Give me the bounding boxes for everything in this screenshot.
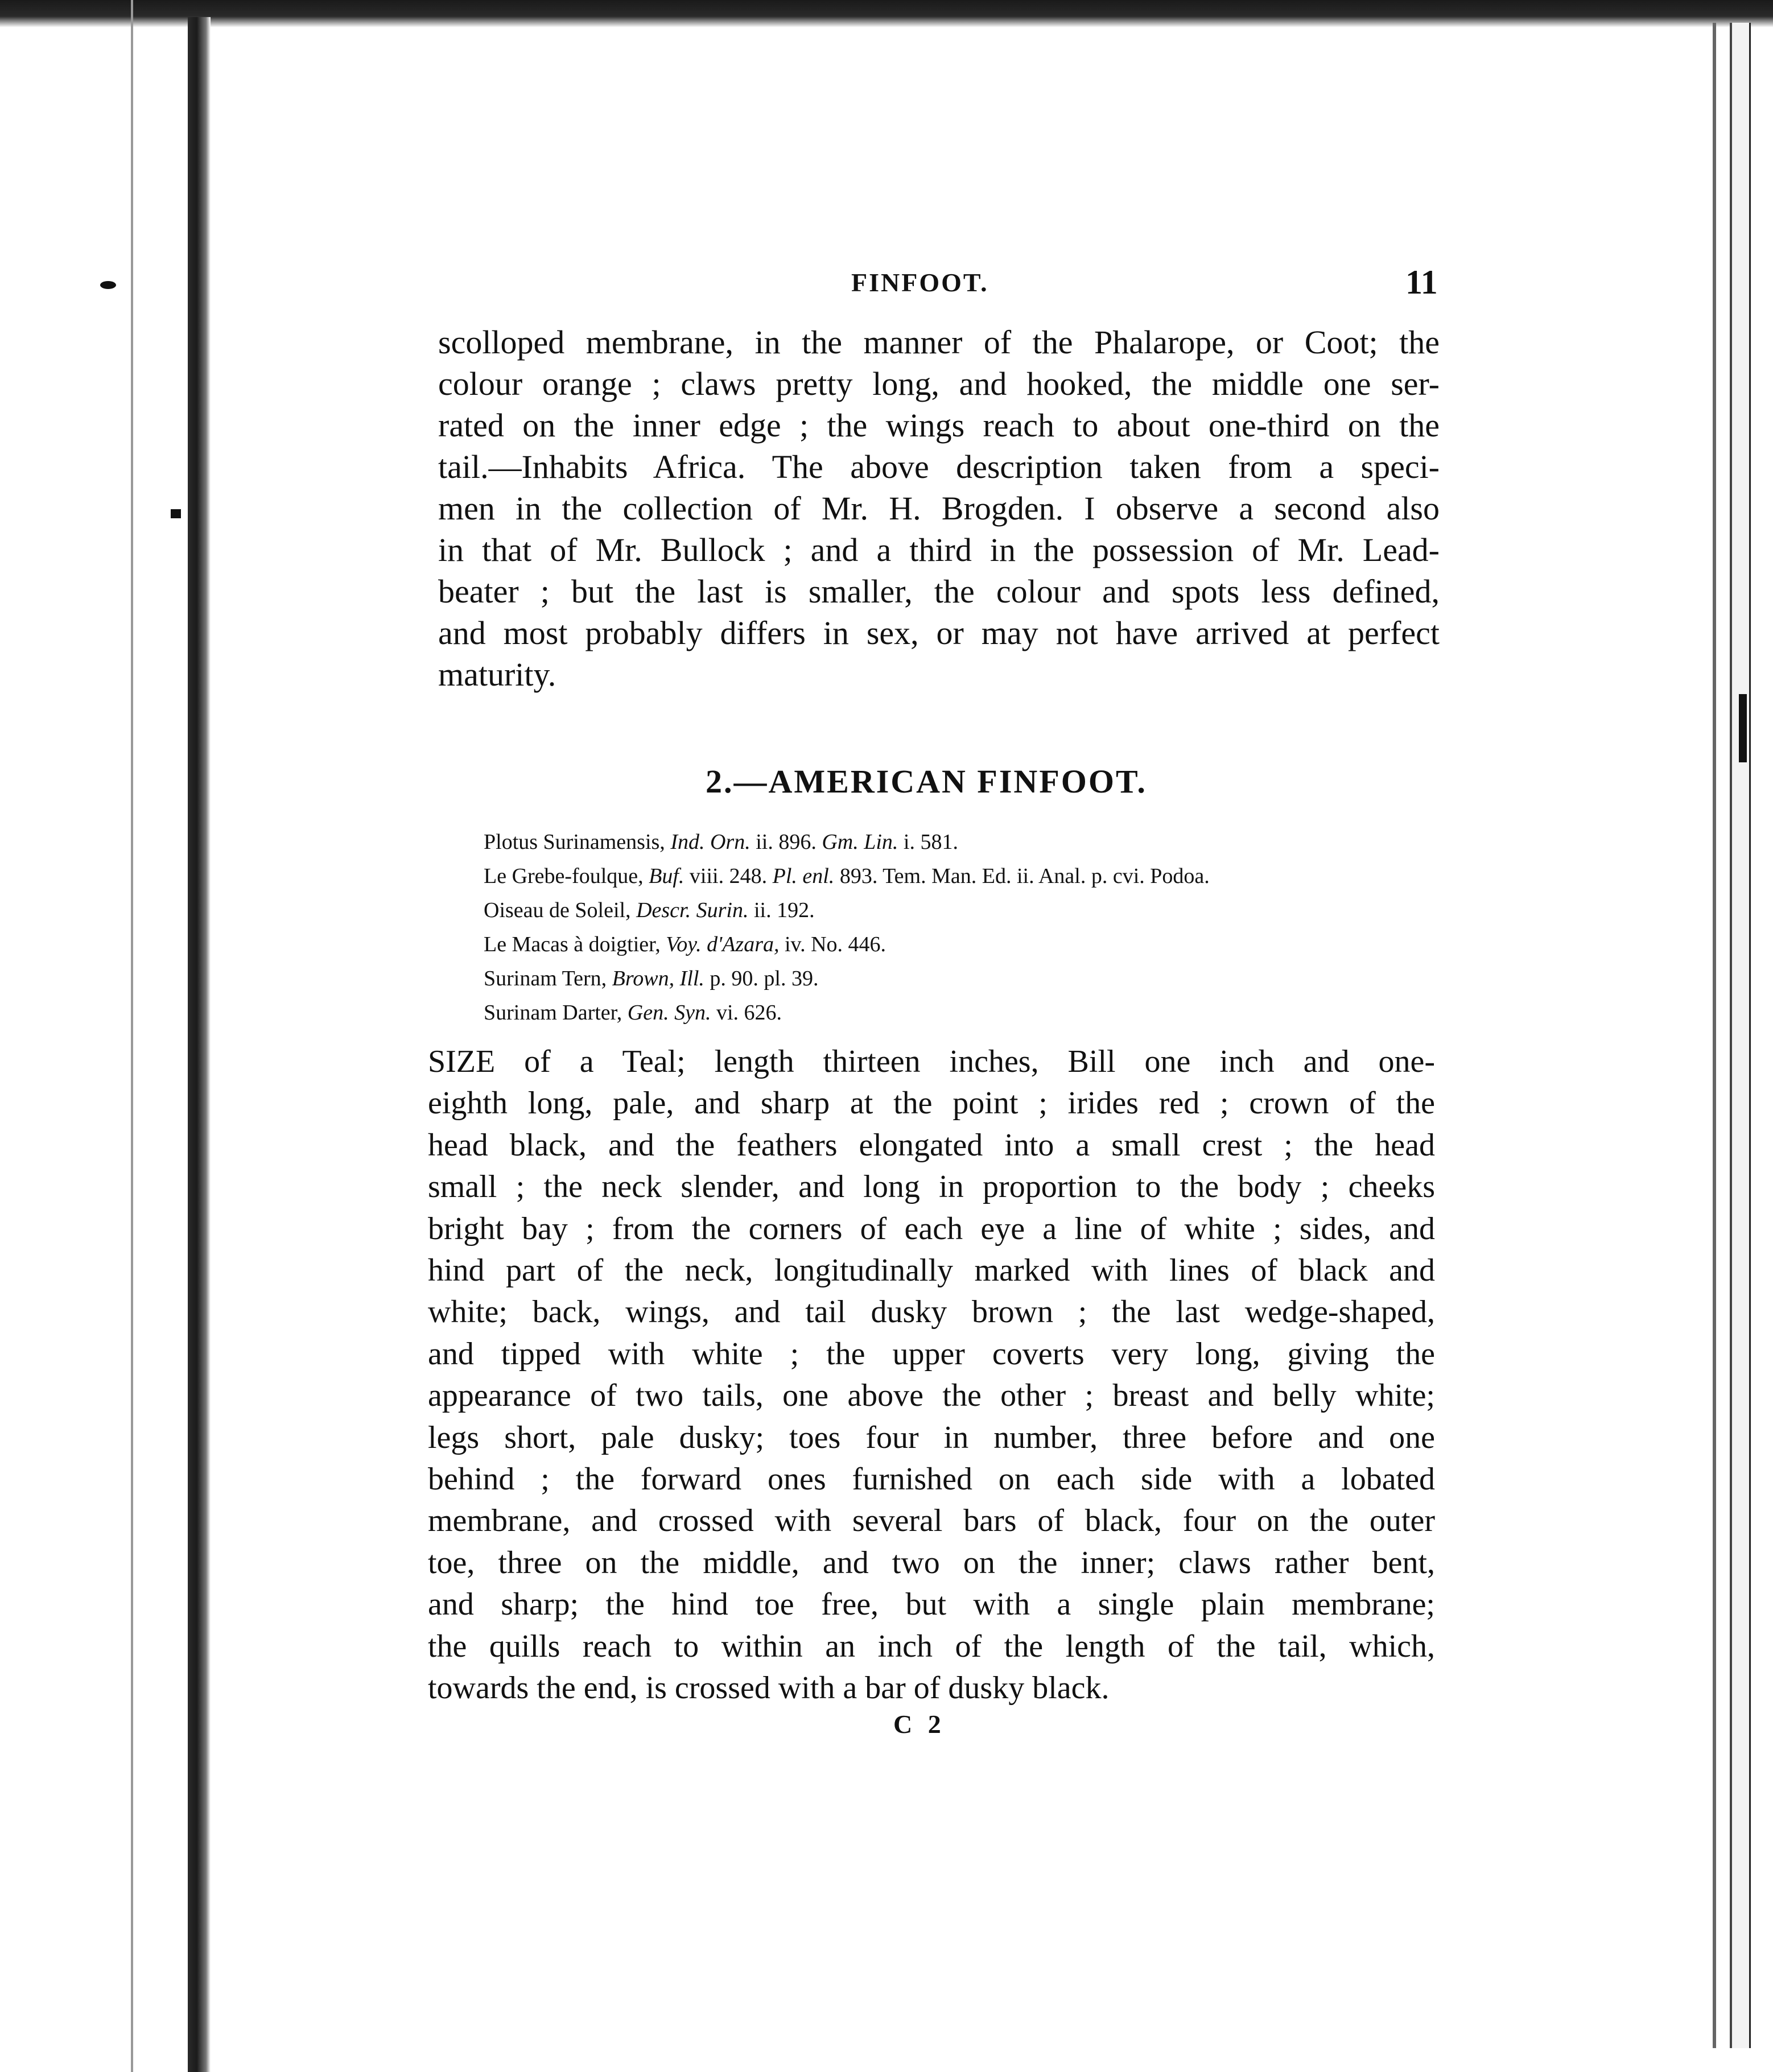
synonym-entry [484, 927, 1440, 961]
synonym-name: Surinam Darter, [484, 1001, 628, 1025]
text-line: legs short, pale dusky; toes four in number, three before and one [428, 1419, 1435, 1455]
synonym-entry [484, 961, 1440, 996]
synonym-name: Oiseau de Soleil, [484, 898, 637, 922]
synonym-source: Descr. Surin. [636, 898, 749, 922]
text-line: small ; the neck slender, and long in proportion to the body ; cheeks [428, 1169, 1435, 1205]
text-line: scolloped membrane, in the manner of the Phalarope, or Coot; the [438, 324, 1440, 361]
text-line: eighth long, pale, and sharp at the point ; irides red ; crown of the [428, 1085, 1435, 1121]
synonym-entry [484, 825, 1440, 859]
continued-paragraph [438, 321, 1440, 695]
text-line: in that of Mr. Bullock ; and a third in the possession of Mr. Lead- [438, 531, 1440, 568]
text-line: men in the collection of Mr. H. Brogden. I observe a second also [438, 490, 1440, 527]
synonym-name: Surinam Tern, [484, 967, 612, 990]
text-line: white; back, wings, and tail dusky brown ; the last wedge-shaped, [428, 1294, 1435, 1330]
synonym-ref: p. 90. pl. 39. [704, 967, 819, 990]
synonym-source: Ind. Orn. [670, 830, 751, 854]
synonym-entry [484, 859, 1440, 893]
text-line: toe, three on the middle, and two on the inner; claws rather bent, [428, 1545, 1435, 1580]
synonym-ref: i. 581. [898, 830, 958, 854]
text-line: and most probably differs in sex, or may not have arrived at perfect [438, 614, 1440, 651]
synonym-source: Buf. [649, 864, 685, 888]
synonym-source: Voy. d'Azara, [666, 932, 780, 956]
synonym-source: Brown, Ill. [612, 967, 704, 990]
text-line: SIZE of a Teal; length thirteen inches, Bill one inch and one- [428, 1044, 1435, 1079]
text-line: hind part of the neck, longitudinally marked with lines of black and [428, 1253, 1435, 1289]
text-line: towards the end, is crossed with a bar of dusky black. [428, 1670, 1110, 1706]
text-line: tail.—Inhabits Africa. The above description taken from a speci- [438, 448, 1440, 485]
text-line: maturity. [438, 656, 556, 693]
text-line: head black, and the feathers elongated into a small crest ; the head [428, 1127, 1435, 1163]
text-line: membrane, and crossed with several bars of black, four on the outer [428, 1503, 1435, 1539]
text-line: rated on the inner edge ; the wings reach to about one-third on the [438, 407, 1440, 444]
synonym-name: Le Macas à doigtier, [484, 932, 666, 956]
text-line: bright bay ; from the corners of each eye a line of white ; sides, and [428, 1211, 1435, 1246]
synonym-ref: 893. Tem. Man. Ed. ii. Anal. p. cvi. Podoa. [834, 864, 1210, 888]
running-title: FINFOOT. [851, 268, 989, 297]
description-paragraph [428, 1041, 1435, 1710]
text-line: beater ; but the last is smaller, the colour and spots less defined, [438, 573, 1440, 610]
synonym-ref: ii. 192. [748, 898, 815, 922]
text-line: the quills reach to within an inch of the length of the tail, which, [428, 1628, 1435, 1664]
synonym-ref: viii. 248. [684, 864, 773, 888]
synonym-name: Plotus Surinamensis, [484, 830, 671, 854]
synonym-source: Pl. enl. [772, 864, 835, 888]
synonym-ref: iv. No. 446. [779, 932, 886, 956]
synonym-source: Gen. Syn. [627, 1001, 711, 1025]
text-line: behind ; the forward ones furnished on each side with a lobated [428, 1462, 1435, 1497]
text-line: appearance of two tails, one above the other ; breast and belly white; [428, 1378, 1435, 1414]
synonym-ref: vi. 626. [711, 1001, 782, 1025]
section-heading: 2.—AMERICAN FINFOOT. [706, 763, 1147, 800]
synonym-ref: ii. 896. [750, 830, 822, 854]
signature-mark: C 2 [893, 1710, 946, 1739]
synonymy-list [484, 825, 1440, 1030]
page-number: 11 [1405, 263, 1438, 301]
synonym-entry [484, 893, 1440, 927]
text-line: and tipped with white ; the upper coverts very long, giving the [428, 1336, 1435, 1372]
synonym-entry [484, 996, 1440, 1030]
text-line: colour orange ; claws pretty long, and hooked, the middle one ser- [438, 365, 1440, 402]
text-line: and sharp; the hind toe free, but with a single plain membrane; [428, 1587, 1435, 1623]
synonym-name: Le Grebe-foulque, [484, 864, 649, 888]
synonym-source: Gm. Lin. [822, 830, 898, 854]
